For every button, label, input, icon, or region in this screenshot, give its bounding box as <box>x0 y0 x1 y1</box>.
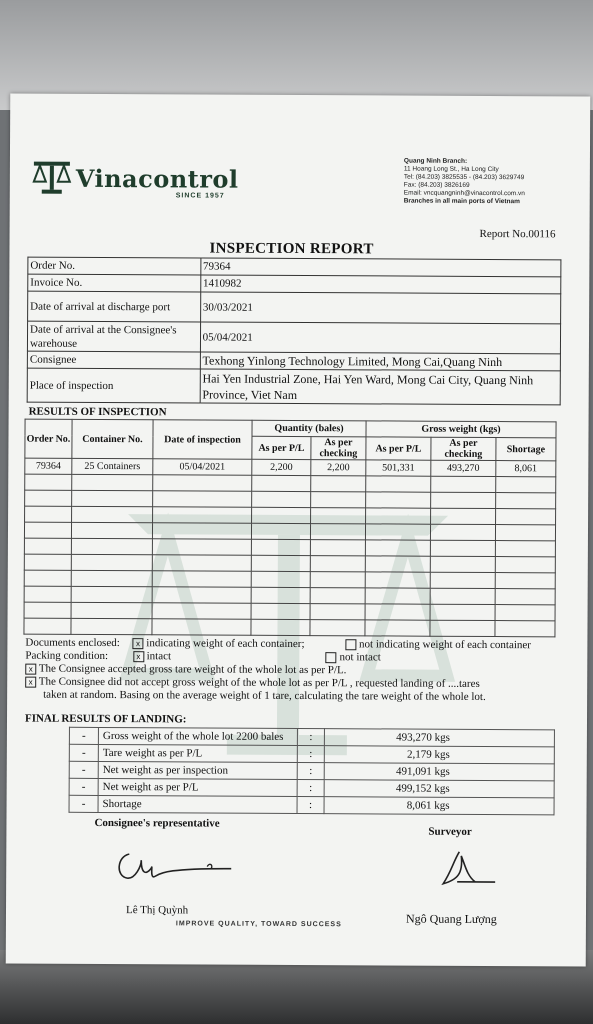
info-label: Date of arrival at discharge port <box>28 291 201 322</box>
table-row <box>69 795 554 815</box>
row-value <box>324 797 554 815</box>
option-not-indicating-weight: not indicating weight of each container <box>358 638 532 652</box>
results-title: RESULTS OF INSPECTION <box>28 405 167 419</box>
value-text: 8,061 <box>406 799 432 812</box>
option-indicating-weight: indicating weight of each container; <box>146 637 305 651</box>
statement-accepted-text: The Consignee accepted gross tare weight of the whole lot as per P/L. <box>38 662 347 677</box>
final-results-table <box>69 727 555 816</box>
consignee-name: Lê Thị Quỳnh <box>125 904 189 917</box>
report-number: Report No.00116 <box>479 227 556 241</box>
row-value <box>324 763 554 781</box>
row-colon: : <box>297 728 324 745</box>
cell-qty-pl: 2,200 <box>252 459 311 475</box>
brand-name: Vinacontrol <box>75 163 239 194</box>
report-title: INSPECTION REPORT <box>209 240 374 258</box>
unit-text: kgs <box>434 799 450 812</box>
packing-label: Packing condition: <box>25 649 109 663</box>
row-label: Gross weight of the whole lot 2200 bales <box>98 727 297 745</box>
value-text: 2,179 <box>407 748 432 761</box>
address-line: Email: vncquangninh@vinacontrol.com.vn <box>403 189 525 198</box>
table-row <box>28 291 561 324</box>
col-gw-as-per-pl: As per P/L <box>366 437 431 460</box>
checkbox-not-accepted[interactable]: x <box>25 677 36 688</box>
cell-container-no: 25 Containers <box>72 458 153 474</box>
row-dash: - <box>69 761 98 778</box>
address-line: 11 Hoang Long St., Ha Long City <box>403 165 499 174</box>
row-dash: - <box>69 778 98 795</box>
documents-section <box>25 637 565 705</box>
row-label: Net weight as per inspection <box>98 761 297 779</box>
address-line: Tel: (84.203) 3825535 - (84.203) 3629749 <box>403 173 525 182</box>
cell-shortage: 8,061 <box>496 461 556 477</box>
checkbox-not-intact[interactable] <box>326 652 337 663</box>
table-row-empty <box>24 618 555 637</box>
row-value <box>324 746 554 764</box>
row-label: Net weight as per P/L <box>98 778 297 796</box>
cell-gw-check: 493,270 <box>431 460 496 476</box>
branch-title: Quang Ninh Branch: <box>403 157 468 165</box>
branch-address <box>404 158 584 207</box>
info-label: Order No. <box>28 257 201 275</box>
row-dash: - <box>69 744 98 761</box>
checkbox-accepted[interactable]: x <box>25 664 36 675</box>
results-table <box>23 419 556 638</box>
statement-not-accepted-text: The Consignee did not accept gross weight of the whole lot as per P/L , requested landing of ....tares <box>38 675 480 690</box>
address-line: Fax: (84.203) 3826169 <box>403 181 470 189</box>
surveyor-signature-icon <box>431 848 501 893</box>
cell-date: 05/04/2021 <box>153 459 252 476</box>
unit-text: kgs <box>434 782 450 795</box>
brand-since: SINCE 1957 <box>175 192 225 200</box>
table-row <box>27 368 560 405</box>
consignee-representative-title: Consignee's representative <box>94 816 220 830</box>
row-label: Shortage <box>98 795 297 813</box>
option-not-intact: not intact <box>339 651 381 664</box>
statement-not-accepted-line2: taken at random. Basing on the average weight of 1 tare, calculating the tare weight of the whole lot. <box>43 688 486 703</box>
order-info-table <box>27 257 562 406</box>
row-colon: : <box>297 745 324 762</box>
table-header-row <box>25 419 556 438</box>
unit-text: kgs <box>434 765 450 778</box>
checkbox-intact[interactable]: x <box>133 651 144 662</box>
col-shortage: Shortage <box>496 438 556 461</box>
cell-gw-pl: 501,331 <box>366 460 431 476</box>
col-gross-weight: Gross weight (kgs) <box>366 421 556 438</box>
row-dash: - <box>69 795 98 812</box>
inspection-report-document <box>6 93 591 966</box>
unit-text: kgs <box>434 731 450 744</box>
checkbox-indicating-weight[interactable]: x <box>133 638 144 649</box>
surveyor-name: Ngô Quang Lượng <box>405 911 497 927</box>
row-colon: : <box>297 796 324 813</box>
col-order-no: Order No. <box>25 419 72 458</box>
cell-order-no: 79364 <box>25 458 72 474</box>
col-qty-as-per-checking: As per checking <box>311 437 366 460</box>
branches-note: Branches in all main ports of Vietnam <box>403 197 520 206</box>
consignee-signature-icon <box>111 846 241 887</box>
col-container-no: Container No. <box>72 419 153 458</box>
cell-qty-check: 2,200 <box>311 460 366 476</box>
info-value: 05/04/2021 <box>200 322 560 354</box>
row-value <box>324 729 554 747</box>
vinacontrol-logo-icon <box>32 160 72 196</box>
final-results-title: FINAL RESULTS OF LANDING: <box>24 712 187 726</box>
info-value: 1410982 <box>200 275 560 294</box>
col-quantity: Quantity (bales) <box>252 420 366 437</box>
place-of-inspection-text: Hai Yen Industrial Zone, Hai Yen Ward, Mong Cai City, Quang Ninh Province, Viet Nam <box>202 370 534 402</box>
info-label: Consignee <box>27 351 200 369</box>
table-row <box>27 321 560 354</box>
row-colon: : <box>297 762 324 779</box>
unit-text: kgs <box>434 748 450 761</box>
col-qty-as-per-pl: As per P/L <box>252 436 311 459</box>
info-value <box>200 369 561 405</box>
value-text: 491,091 <box>395 765 432 778</box>
checkbox-not-indicating-weight[interactable] <box>345 639 356 650</box>
value-text: 499,152 <box>395 782 432 795</box>
col-gw-as-per-checking: As per checking <box>431 437 496 460</box>
footer-slogan: IMPROVE QUALITY, TOWARD SUCCESS <box>175 920 342 929</box>
info-value: 79364 <box>201 258 561 277</box>
row-dash: - <box>69 727 98 744</box>
row-value <box>324 780 554 798</box>
info-label: Place of inspection <box>27 368 200 403</box>
col-date: Date of inspection <box>153 420 252 460</box>
info-value: Texhong Yinlong Technology Limited, Mong Cai,Quang Ninh <box>200 352 560 371</box>
option-intact: intact <box>146 650 172 663</box>
row-colon: : <box>297 779 324 796</box>
value-text: 493,270 <box>396 731 432 744</box>
info-value: 30/03/2021 <box>200 292 560 324</box>
row-label: Tare weight as per P/L <box>98 744 297 762</box>
documents-label: Documents enclosed: <box>25 636 120 650</box>
info-label: Date of arrival at the Consignee's warehouse <box>27 321 200 352</box>
surveyor-title: Surveyor <box>428 825 472 838</box>
info-label: Invoice No. <box>28 274 201 292</box>
